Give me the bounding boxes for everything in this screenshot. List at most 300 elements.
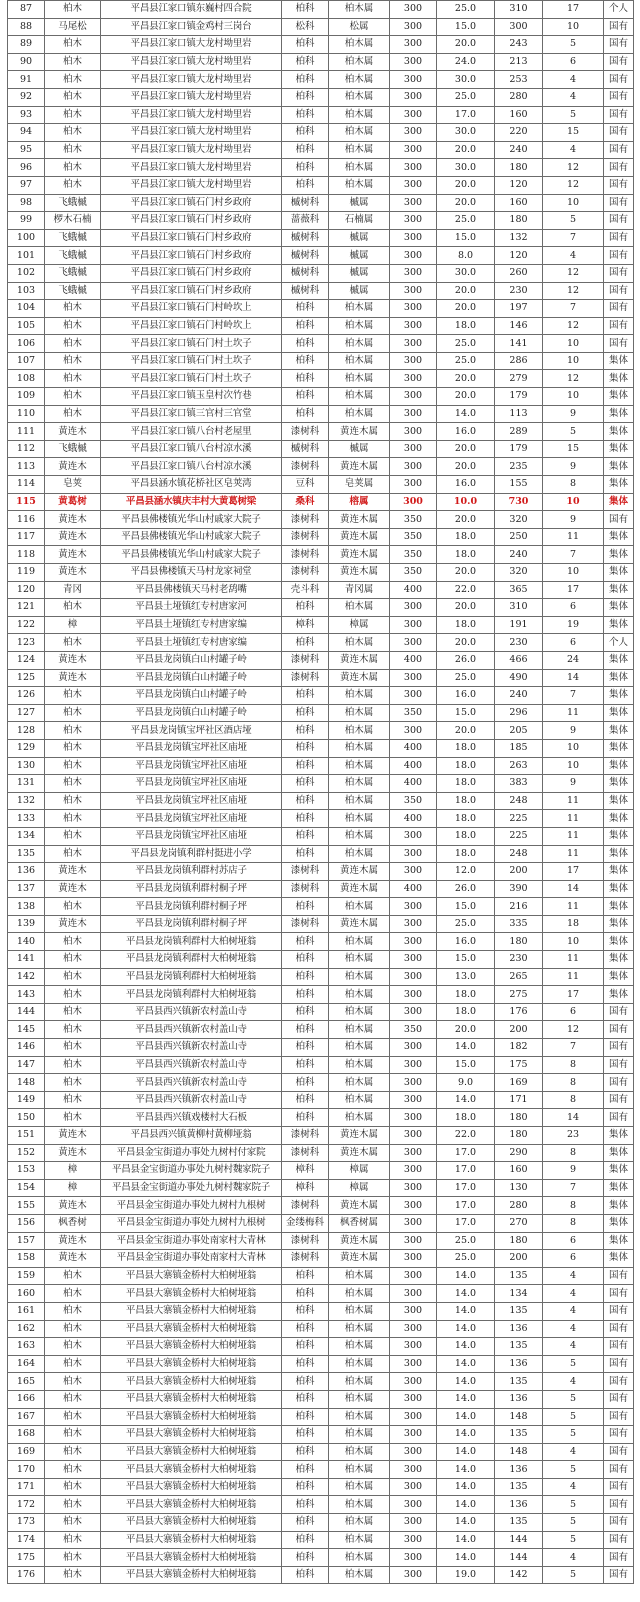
cell-location: 平昌县江家口镇大龙村坳里岩 <box>101 53 282 71</box>
cell-age: 300 <box>390 1 437 19</box>
cell-tree-name: 黄连木 <box>45 863 101 881</box>
table-row <box>8 1003 634 1021</box>
cell-tree-name: 柏木 <box>45 405 101 423</box>
cell-ownership: 集体 <box>604 775 634 793</box>
cell-height: 14.0 <box>437 1373 495 1391</box>
table-row <box>8 1232 634 1250</box>
cell-tree-name: 柏木 <box>45 36 101 54</box>
cell-location: 平昌县西兴镇戏楼村大石板 <box>101 1109 282 1127</box>
table-row <box>8 1056 634 1074</box>
cell-height: 14.0 <box>437 1496 495 1514</box>
cell-tree-name: 黄连木 <box>45 1144 101 1162</box>
cell-genus: 柏木属 <box>329 1267 390 1285</box>
table-row <box>8 951 634 969</box>
cell-height: 14.0 <box>437 1039 495 1057</box>
cell-genus: 黄连木属 <box>329 651 390 669</box>
cell-genus: 柏木属 <box>329 1003 390 1021</box>
cell-tree-name: 柏木 <box>45 141 101 159</box>
cell-family: 柏科 <box>282 1 329 19</box>
cell-tree-name: 柏木 <box>45 1461 101 1479</box>
table-row <box>8 1197 634 1215</box>
table-row <box>8 863 634 881</box>
cell-genus: 柏木属 <box>329 1514 390 1532</box>
cell-ownership: 国有 <box>604 264 634 282</box>
cell-crown: 5 <box>543 1426 604 1444</box>
cell-location: 平昌县西兴镇黄柳村黄柳垭翁 <box>101 1127 282 1145</box>
cell-girth: 230 <box>495 951 543 969</box>
cell-row-number: 147 <box>8 1056 45 1074</box>
cell-girth: 179 <box>495 440 543 458</box>
cell-tree-name: 柏木 <box>45 1074 101 1092</box>
cell-ownership: 集体 <box>604 757 634 775</box>
cell-girth: 260 <box>495 264 543 282</box>
cell-girth: 200 <box>495 863 543 881</box>
table-row <box>8 493 634 511</box>
cell-row-number: 94 <box>8 124 45 142</box>
cell-tree-name: 飞蛾槭 <box>45 247 101 265</box>
cell-row-number: 112 <box>8 440 45 458</box>
table-row <box>8 1320 634 1338</box>
cell-crown: 5 <box>543 1408 604 1426</box>
table-row <box>8 1549 634 1567</box>
cell-age: 300 <box>390 634 437 652</box>
cell-genus: 柏木属 <box>329 704 390 722</box>
cell-tree-name: 黄连木 <box>45 423 101 441</box>
cell-girth: 490 <box>495 669 543 687</box>
cell-age: 300 <box>390 1074 437 1092</box>
cell-row-number: 103 <box>8 282 45 300</box>
cell-location: 平昌县金宝街道办事处九树村魏家院子 <box>101 1179 282 1197</box>
cell-ownership: 国有 <box>604 1320 634 1338</box>
cell-crown: 8 <box>543 476 604 494</box>
cell-age: 400 <box>390 757 437 775</box>
cell-girth: 135 <box>495 1373 543 1391</box>
cell-row-number: 122 <box>8 616 45 634</box>
cell-age: 400 <box>390 739 437 757</box>
cell-row-number: 133 <box>8 810 45 828</box>
cell-location: 平昌县龙岗镇宝坪社区庙垭 <box>101 810 282 828</box>
cell-family: 漆树科 <box>282 511 329 529</box>
cell-tree-name: 柏木 <box>45 106 101 124</box>
cell-girth: 113 <box>495 405 543 423</box>
cell-location: 平昌县大寨镇金桥村大柏树垭翁 <box>101 1426 282 1444</box>
cell-tree-name: 黄连木 <box>45 458 101 476</box>
cell-genus: 柏木属 <box>329 159 390 177</box>
cell-ownership: 国有 <box>604 1549 634 1567</box>
cell-girth: 248 <box>495 792 543 810</box>
cell-ownership: 国有 <box>604 1514 634 1532</box>
cell-height: 16.0 <box>437 687 495 705</box>
cell-row-number: 111 <box>8 423 45 441</box>
cell-location: 平昌县西兴镇新农村盖山寺 <box>101 1056 282 1074</box>
cell-crown: 4 <box>543 141 604 159</box>
cell-height: 20.0 <box>437 300 495 318</box>
cell-row-number: 139 <box>8 915 45 933</box>
cell-height: 14.0 <box>437 1390 495 1408</box>
cell-location: 平昌县龙岗镇利群村苏店子 <box>101 863 282 881</box>
table-row <box>8 335 634 353</box>
cell-location: 平昌县江家口镇八台村老屋里 <box>101 423 282 441</box>
cell-location: 平昌县龙岗镇宝坪社区庙垭 <box>101 775 282 793</box>
cell-row-number: 91 <box>8 71 45 89</box>
cell-family: 樟科 <box>282 616 329 634</box>
cell-age: 300 <box>390 1003 437 1021</box>
cell-genus: 黄连木属 <box>329 915 390 933</box>
cell-age: 300 <box>390 317 437 335</box>
cell-crown: 6 <box>543 1003 604 1021</box>
cell-tree-name: 黄连木 <box>45 1232 101 1250</box>
cell-location: 平昌县龙岗镇利群村桐子坪 <box>101 898 282 916</box>
cell-age: 300 <box>390 863 437 881</box>
cell-crown: 7 <box>543 229 604 247</box>
cell-height: 14.0 <box>437 1549 495 1567</box>
cell-height: 14.0 <box>437 1426 495 1444</box>
table-row <box>8 36 634 54</box>
cell-location: 平昌县大寨镇金桥村大柏树垭翁 <box>101 1267 282 1285</box>
cell-family: 槭树科 <box>282 440 329 458</box>
cell-girth: 286 <box>495 352 543 370</box>
cell-ownership: 集体 <box>604 704 634 722</box>
cell-genus: 槭属 <box>329 247 390 265</box>
cell-crown: 4 <box>543 1285 604 1303</box>
cell-tree-name: 柏木 <box>45 722 101 740</box>
cell-location: 平昌县江家口镇石门村岭坎上 <box>101 300 282 318</box>
cell-girth: 200 <box>495 1250 543 1268</box>
cell-genus: 柏木属 <box>329 36 390 54</box>
cell-family: 柏科 <box>282 388 329 406</box>
cell-crown: 17 <box>543 1 604 19</box>
cell-family: 柏科 <box>282 1056 329 1074</box>
cell-tree-name: 柏木 <box>45 775 101 793</box>
cell-row-number: 145 <box>8 1021 45 1039</box>
cell-crown: 11 <box>543 528 604 546</box>
cell-age: 300 <box>390 616 437 634</box>
cell-girth: 160 <box>495 106 543 124</box>
cell-family: 漆树科 <box>282 651 329 669</box>
cell-family: 柏科 <box>282 1267 329 1285</box>
cell-location: 平昌县江家口镇石门村乡政府 <box>101 247 282 265</box>
cell-ownership: 集体 <box>604 528 634 546</box>
cell-row-number: 121 <box>8 599 45 617</box>
cell-tree-name: 黄连木 <box>45 1250 101 1268</box>
cell-height: 14.0 <box>437 1514 495 1532</box>
cell-crown: 10 <box>543 493 604 511</box>
cell-height: 14.0 <box>437 1285 495 1303</box>
table-row <box>8 159 634 177</box>
cell-girth: 180 <box>495 1232 543 1250</box>
cell-girth: 169 <box>495 1074 543 1092</box>
table-row <box>8 194 634 212</box>
table-row <box>8 581 634 599</box>
cell-height: 25.0 <box>437 335 495 353</box>
cell-location: 平昌县龙岗镇白山村罐子岭 <box>101 651 282 669</box>
cell-crown: 11 <box>543 898 604 916</box>
cell-family: 柏科 <box>282 88 329 106</box>
table-row <box>8 1214 634 1232</box>
cell-crown: 8 <box>543 1056 604 1074</box>
cell-genus: 黄连木属 <box>329 1144 390 1162</box>
cell-height: 22.0 <box>437 581 495 599</box>
cell-tree-name: 柏木 <box>45 1 101 19</box>
table-row <box>8 1250 634 1268</box>
table-row <box>8 1390 634 1408</box>
cell-location: 平昌县西兴镇新农村盖山寺 <box>101 1021 282 1039</box>
cell-genus: 樟属 <box>329 1162 390 1180</box>
cell-tree-name: 柏木 <box>45 124 101 142</box>
cell-location: 平昌县龙岗镇白山村罐子岭 <box>101 704 282 722</box>
cell-height: 14.0 <box>437 1408 495 1426</box>
cell-girth: 383 <box>495 775 543 793</box>
cell-crown: 17 <box>543 986 604 1004</box>
cell-height: 25.0 <box>437 1232 495 1250</box>
cell-age: 300 <box>390 1144 437 1162</box>
cell-family: 柏科 <box>282 1338 329 1356</box>
cell-row-number: 126 <box>8 687 45 705</box>
cell-ownership: 集体 <box>604 986 634 1004</box>
cell-family: 柏科 <box>282 757 329 775</box>
cell-family: 柏科 <box>282 1091 329 1109</box>
cell-age: 300 <box>390 1197 437 1215</box>
cell-tree-name: 黄连木 <box>45 1127 101 1145</box>
cell-age: 300 <box>390 352 437 370</box>
cell-ownership: 国有 <box>604 1302 634 1320</box>
cell-crown: 19 <box>543 616 604 634</box>
cell-crown: 9 <box>543 775 604 793</box>
cell-ownership: 国有 <box>604 1003 634 1021</box>
cell-crown: 23 <box>543 1127 604 1145</box>
cell-genus: 黄连木属 <box>329 528 390 546</box>
cell-crown: 11 <box>543 968 604 986</box>
cell-age: 300 <box>390 599 437 617</box>
cell-genus: 皂荚属 <box>329 476 390 494</box>
cell-age: 300 <box>390 1443 437 1461</box>
cell-family: 松科 <box>282 18 329 36</box>
cell-family: 柏科 <box>282 1566 329 1584</box>
cell-family: 柏科 <box>282 1531 329 1549</box>
cell-ownership: 集体 <box>604 616 634 634</box>
cell-genus: 黄连木属 <box>329 1250 390 1268</box>
cell-location: 平昌县大寨镇金桥村大柏树垭翁 <box>101 1373 282 1391</box>
cell-tree-name: 柏木 <box>45 1373 101 1391</box>
cell-row-number: 97 <box>8 176 45 194</box>
cell-family: 柏科 <box>282 704 329 722</box>
cell-age: 300 <box>390 36 437 54</box>
cell-age: 300 <box>390 1338 437 1356</box>
cell-girth: 270 <box>495 1214 543 1232</box>
cell-row-number: 157 <box>8 1232 45 1250</box>
cell-family: 柏科 <box>282 599 329 617</box>
cell-ownership: 个人 <box>604 634 634 652</box>
cell-ownership: 集体 <box>604 951 634 969</box>
table-row <box>8 968 634 986</box>
cell-girth: 248 <box>495 845 543 863</box>
cell-genus: 黄连木属 <box>329 1197 390 1215</box>
cell-height: 16.0 <box>437 476 495 494</box>
cell-height: 18.0 <box>437 810 495 828</box>
cell-family: 蔷薇科 <box>282 212 329 230</box>
cell-location: 平昌县龙岗镇白山村罐子岭 <box>101 669 282 687</box>
cell-crown: 10 <box>543 757 604 775</box>
cell-crown: 5 <box>543 1390 604 1408</box>
cell-genus: 柏木属 <box>329 1338 390 1356</box>
cell-tree-name: 柏木 <box>45 1426 101 1444</box>
cell-crown: 10 <box>543 388 604 406</box>
cell-location: 平昌县大寨镇金桥村大柏树垭翁 <box>101 1566 282 1584</box>
cell-row-number: 137 <box>8 880 45 898</box>
cell-crown: 4 <box>543 247 604 265</box>
cell-ownership: 集体 <box>604 1250 634 1268</box>
cell-location: 平昌县涵水镇花桥社区皂荚湾 <box>101 476 282 494</box>
cell-tree-name: 飞蛾槭 <box>45 264 101 282</box>
cell-age: 300 <box>390 1091 437 1109</box>
cell-height: 17.0 <box>437 106 495 124</box>
cell-age: 300 <box>390 1390 437 1408</box>
cell-location: 平昌县涵水镇庆丰村大黄葛树梁 <box>101 493 282 511</box>
cell-tree-name: 柏木 <box>45 634 101 652</box>
cell-crown: 10 <box>543 352 604 370</box>
table-row <box>8 1496 634 1514</box>
cell-tree-name: 柏木 <box>45 1056 101 1074</box>
cell-location: 平昌县江家口镇大龙村坳里岩 <box>101 71 282 89</box>
table-row <box>8 1478 634 1496</box>
cell-girth: 280 <box>495 88 543 106</box>
cell-genus: 柏木属 <box>329 317 390 335</box>
cell-tree-name: 柏木 <box>45 757 101 775</box>
cell-family: 柏科 <box>282 176 329 194</box>
cell-location: 平昌县金宝街道办事处九树村付家院 <box>101 1144 282 1162</box>
cell-height: 16.0 <box>437 933 495 951</box>
cell-location: 平昌县江家口镇石门村乡政府 <box>101 229 282 247</box>
cell-girth: 180 <box>495 933 543 951</box>
cell-genus: 柏木属 <box>329 1478 390 1496</box>
cell-height: 14.0 <box>437 1355 495 1373</box>
cell-family: 柏科 <box>282 1373 329 1391</box>
cell-age: 300 <box>390 687 437 705</box>
cell-height: 30.0 <box>437 264 495 282</box>
cell-crown: 15 <box>543 124 604 142</box>
cell-family: 漆树科 <box>282 1127 329 1145</box>
cell-height: 18.0 <box>437 845 495 863</box>
cell-girth: 135 <box>495 1338 543 1356</box>
cell-girth: 136 <box>495 1390 543 1408</box>
cell-ownership: 集体 <box>604 1179 634 1197</box>
cell-crown: 12 <box>543 1021 604 1039</box>
cell-girth: 144 <box>495 1549 543 1567</box>
cell-crown: 10 <box>543 933 604 951</box>
cell-tree-name: 黄连木 <box>45 546 101 564</box>
cell-genus: 黄连木属 <box>329 880 390 898</box>
cell-location: 平昌县西兴镇新农村盖山寺 <box>101 1091 282 1109</box>
cell-height: 18.0 <box>437 546 495 564</box>
cell-ownership: 集体 <box>604 722 634 740</box>
cell-crown: 12 <box>543 264 604 282</box>
cell-ownership: 集体 <box>604 933 634 951</box>
cell-height: 20.0 <box>437 440 495 458</box>
table-row <box>8 792 634 810</box>
cell-girth: 289 <box>495 423 543 441</box>
cell-tree-name: 飞蛾槭 <box>45 282 101 300</box>
cell-family: 漆树科 <box>282 1250 329 1268</box>
cell-age: 300 <box>390 986 437 1004</box>
cell-row-number: 105 <box>8 317 45 335</box>
cell-row-number: 153 <box>8 1162 45 1180</box>
cell-height: 15.0 <box>437 18 495 36</box>
cell-genus: 柏木属 <box>329 599 390 617</box>
cell-girth: 175 <box>495 1056 543 1074</box>
cell-row-number: 92 <box>8 88 45 106</box>
cell-location: 平昌县大寨镇金桥村大柏树垭翁 <box>101 1531 282 1549</box>
cell-girth: 120 <box>495 176 543 194</box>
cell-crown: 4 <box>543 1338 604 1356</box>
table-row <box>8 1408 634 1426</box>
table-row <box>8 106 634 124</box>
cell-age: 300 <box>390 1496 437 1514</box>
cell-age: 300 <box>390 124 437 142</box>
cell-girth: 310 <box>495 599 543 617</box>
cell-girth: 390 <box>495 880 543 898</box>
cell-row-number: 87 <box>8 1 45 19</box>
cell-genus: 柏木属 <box>329 335 390 353</box>
cell-location: 平昌县佛楼镇光华山村戚家大院子 <box>101 511 282 529</box>
cell-genus: 黄连木属 <box>329 423 390 441</box>
cell-row-number: 165 <box>8 1373 45 1391</box>
cell-family: 樟科 <box>282 1162 329 1180</box>
cell-genus: 柏木属 <box>329 370 390 388</box>
cell-tree-name: 柏木 <box>45 1091 101 1109</box>
cell-family: 柏科 <box>282 36 329 54</box>
cell-genus: 槭属 <box>329 264 390 282</box>
cell-row-number: 107 <box>8 352 45 370</box>
cell-age: 300 <box>390 1162 437 1180</box>
cell-ownership: 国有 <box>604 317 634 335</box>
table-row <box>8 775 634 793</box>
cell-tree-name: 黄连木 <box>45 669 101 687</box>
cell-girth: 176 <box>495 1003 543 1021</box>
cell-location: 平昌县大寨镇金桥村大柏树垭翁 <box>101 1408 282 1426</box>
cell-family: 槭树科 <box>282 282 329 300</box>
table-row <box>8 1285 634 1303</box>
table-row <box>8 282 634 300</box>
cell-age: 300 <box>390 247 437 265</box>
cell-girth: 136 <box>495 1320 543 1338</box>
cell-height: 18.0 <box>437 986 495 1004</box>
cell-row-number: 109 <box>8 388 45 406</box>
table-row <box>8 88 634 106</box>
cell-age: 300 <box>390 53 437 71</box>
cell-tree-name: 柏木 <box>45 1021 101 1039</box>
cell-crown: 9 <box>543 1162 604 1180</box>
cell-row-number: 98 <box>8 194 45 212</box>
table-row <box>8 317 634 335</box>
cell-location: 平昌县佛楼镇天马村老鸹嘴 <box>101 581 282 599</box>
cell-height: 18.0 <box>437 775 495 793</box>
cell-location: 平昌县大寨镇金桥村大柏树垭翁 <box>101 1302 282 1320</box>
cell-ownership: 国有 <box>604 1496 634 1514</box>
cell-location: 平昌县龙岗镇利群村桐子坪 <box>101 915 282 933</box>
cell-family: 柏科 <box>282 810 329 828</box>
cell-height: 20.0 <box>437 511 495 529</box>
cell-genus: 柏木属 <box>329 1302 390 1320</box>
cell-location: 平昌县江家口镇石门村岭坎上 <box>101 317 282 335</box>
cell-girth: 300 <box>495 18 543 36</box>
table-row <box>8 141 634 159</box>
cell-genus: 柏木属 <box>329 1408 390 1426</box>
cell-tree-name: 飞蛾槭 <box>45 440 101 458</box>
table-row <box>8 124 634 142</box>
cell-genus: 黄连木属 <box>329 458 390 476</box>
cell-ownership: 集体 <box>604 669 634 687</box>
cell-crown: 7 <box>543 1039 604 1057</box>
